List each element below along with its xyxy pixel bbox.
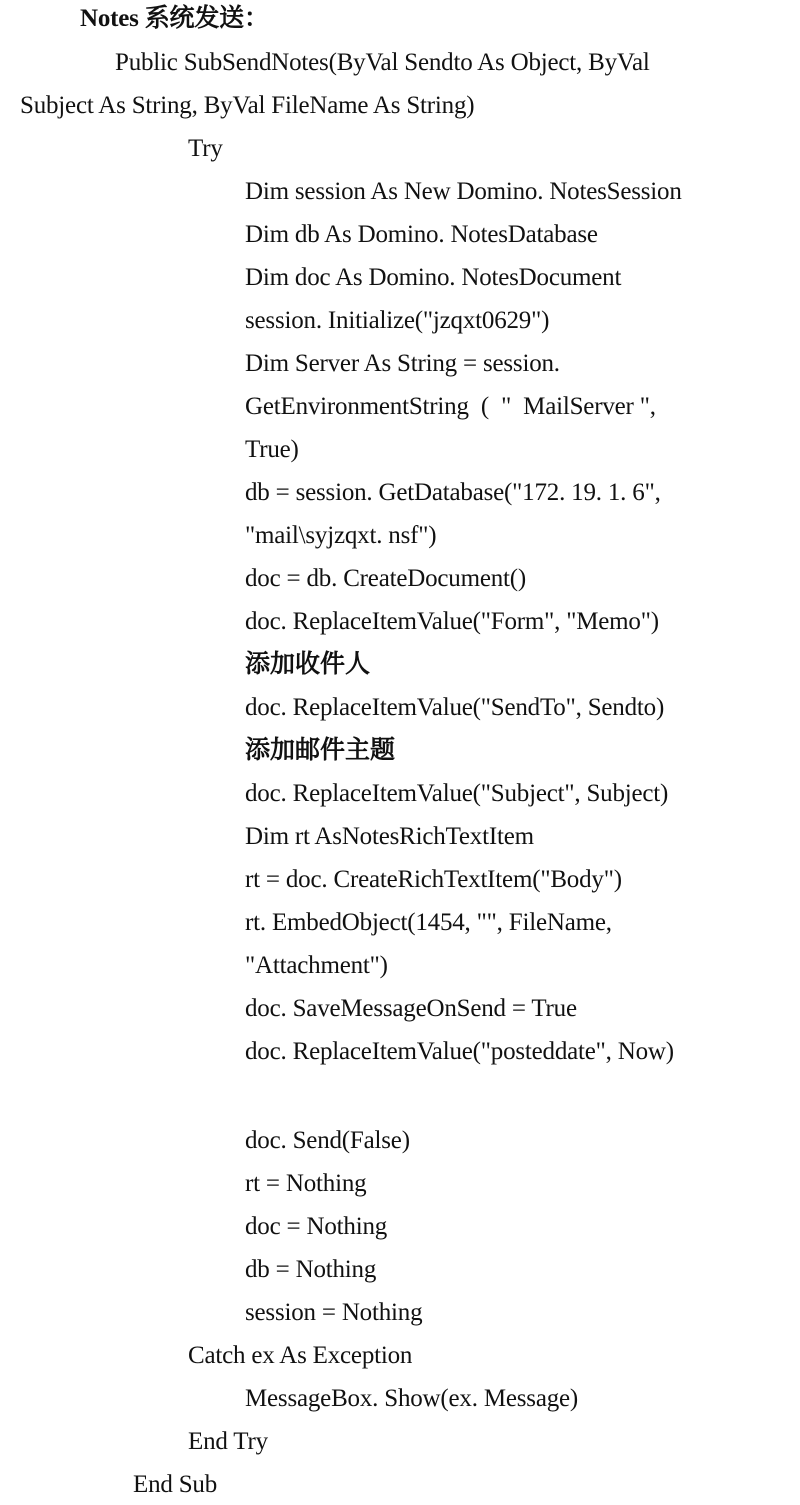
code-line: doc. ReplaceItemValue("posteddate", Now) [245,1038,674,1065]
code-line: MessageBox. Show(ex. Message) [245,1385,579,1412]
code-line: "Attachment") [245,952,388,979]
code-line-try: Try [188,135,223,162]
code-line: doc = Nothing [245,1213,388,1240]
code-line: doc. ReplaceItemValue("Form", "Memo") [245,608,659,635]
code-line: db = Nothing [245,1256,377,1283]
code-line: rt. EmbedObject(1454, "", FileName, [245,909,612,936]
code-line: GetEnvironmentString ( " MailServer ", [245,393,656,420]
code-line: Dim db As Domino. NotesDatabase [245,221,598,248]
code-line: True) [245,436,299,463]
code-comment-add-recipient: 添加收件人 [245,651,371,678]
code-line: Dim doc As Domino. NotesDocument [245,264,622,291]
code-line: doc. SaveMessageOnSend = True [245,995,577,1022]
code-line: session. Initialize("jzqxt0629") [245,307,550,334]
code-line: Dim Server As String = session. [245,350,560,377]
code-line: Dim session As New Domino. NotesSession [245,178,682,205]
code-line-catch: Catch ex As Exception [188,1342,413,1369]
code-line: doc. ReplaceItemValue("Subject", Subject) [245,780,669,807]
code-line: rt = doc. CreateRichTextItem("Body") [245,866,622,893]
code-line: doc. Send(False) [245,1127,410,1154]
code-line: "mail\syjzqxt. nsf") [245,522,437,549]
code-line-end-try: End Try [188,1428,268,1455]
code-line: db = session. GetDatabase("172. 19. 1. 6", [245,479,661,506]
code-line: doc. ReplaceItemValue("SendTo", Sendto) [245,694,665,721]
code-line: session = Nothing [245,1299,423,1326]
code-line-sub-signature-1: Public SubSendNotes(ByVal Sendto As Object, ByVal [115,49,650,76]
code-line-end-sub: End Sub [133,1471,218,1498]
code-line: Dim rt AsNotesRichTextItem [245,823,534,850]
document-heading: Notes 系统发送： [80,5,269,32]
code-line: doc = db. CreateDocument() [245,565,527,592]
code-comment-add-subject: 添加邮件主题 [245,737,396,764]
code-line: rt = Nothing [245,1170,367,1197]
code-line-sub-signature-2: Subject As String, ByVal FileName As String) [20,92,475,119]
